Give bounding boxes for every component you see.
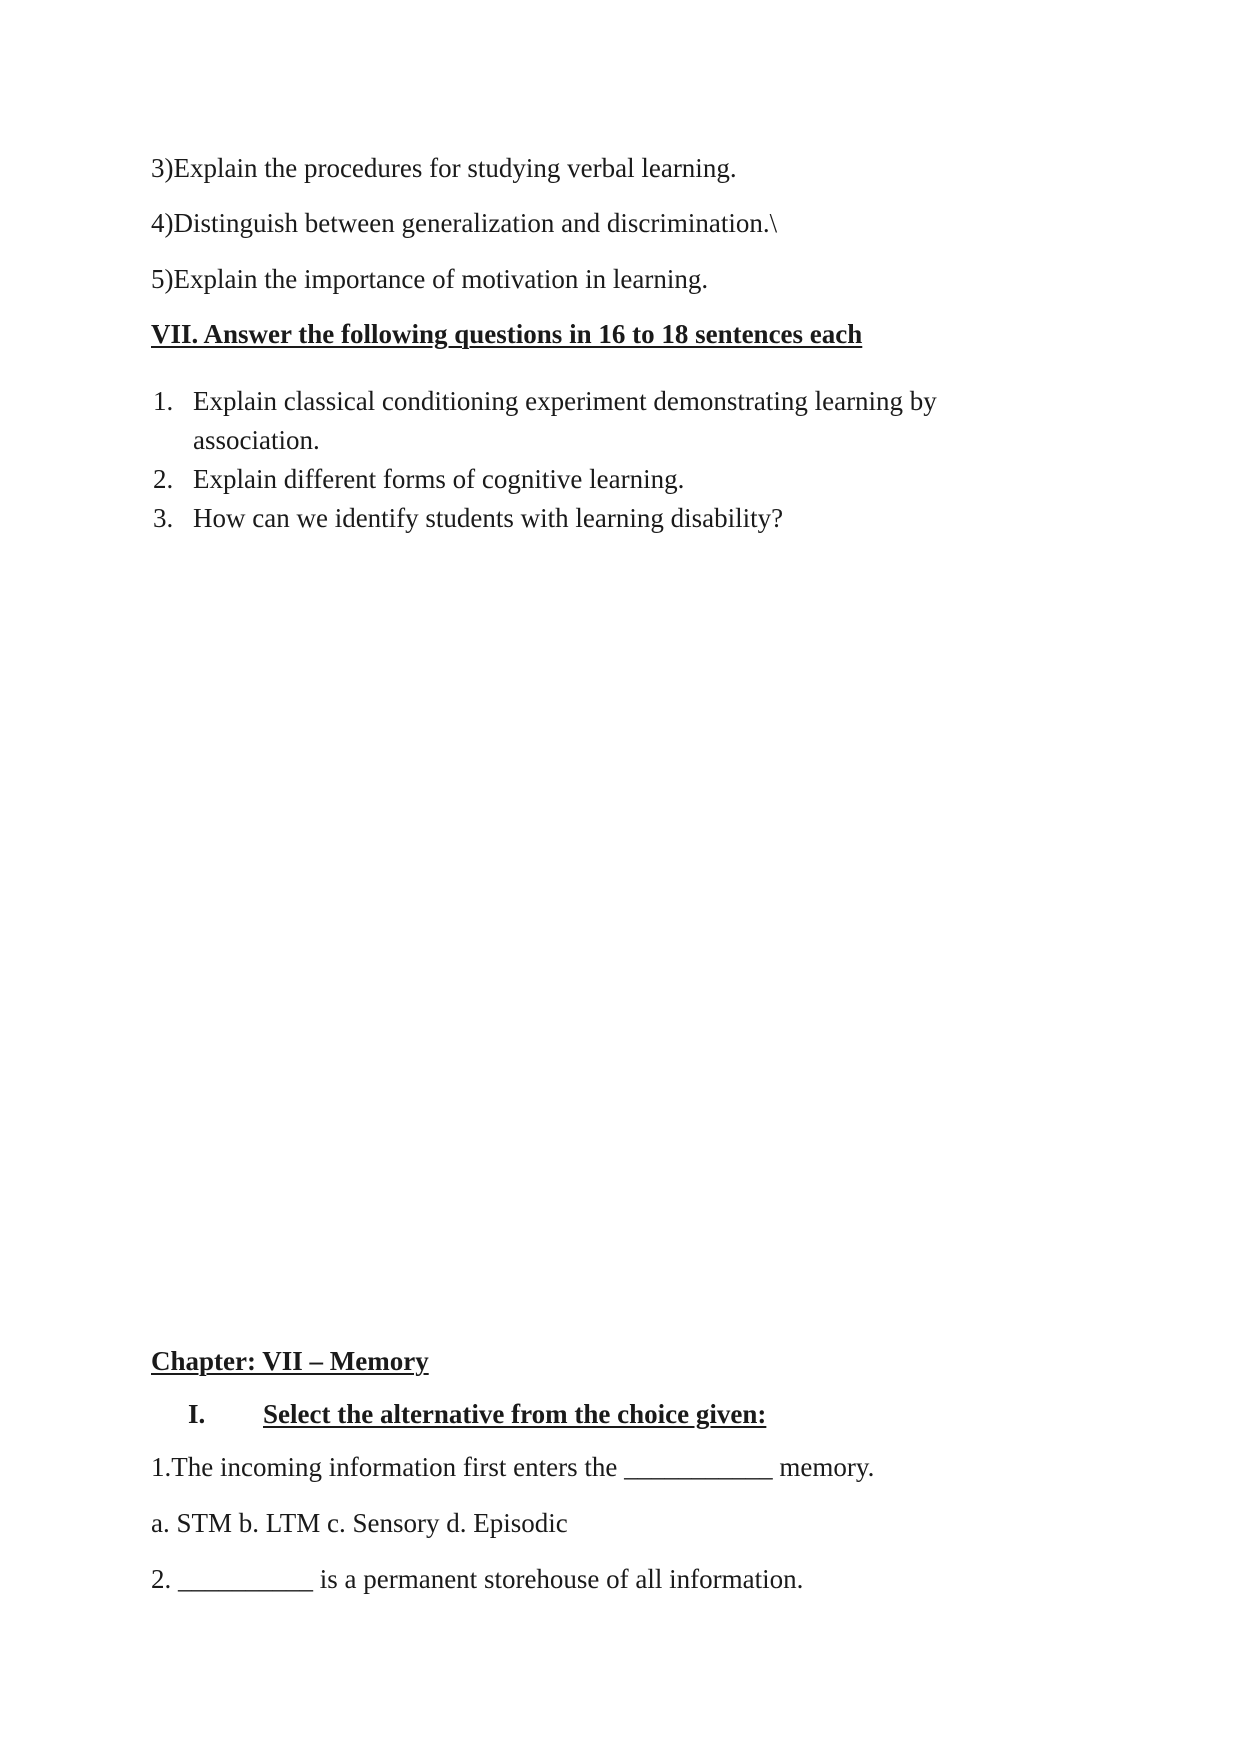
section-number: I.: [188, 1399, 206, 1429]
memory-question-1-options: a. STM b. LTM c. Sensory d. Episodic: [151, 1508, 568, 1538]
chapter-title: Chapter: VII – Memory: [151, 1346, 429, 1376]
list-item-number: 1.: [153, 386, 174, 416]
list-item-number: 2.: [153, 464, 174, 494]
list-item-text: Explain different forms of cognitive learning.: [193, 464, 685, 494]
section-title: Select the alternative from the choice given:: [263, 1399, 767, 1429]
list-item-text-continued: association.: [193, 425, 320, 455]
question-5-text: 5)Explain the importance of motivation in learning.: [151, 264, 709, 294]
list-item-number: 3.: [153, 503, 174, 533]
question-4-text: 4)Distinguish between generalization and discrimination.\: [151, 208, 778, 238]
list-item-text: How can we identify students with learning disability?: [193, 503, 784, 533]
memory-question-2: 2. __________ is a permanent storehouse of all information.: [151, 1564, 804, 1594]
memory-question-1: 1.The incoming information first enters the ___________ memory.: [151, 1452, 875, 1482]
list-item-text: Explain classical conditioning experiment demonstrating learning by: [193, 386, 937, 416]
question-3-text: 3)Explain the procedures for studying verbal learning.: [151, 153, 737, 183]
section-vii-heading: VII. Answer the following questions in 16 to 18 sentences each: [151, 319, 863, 349]
